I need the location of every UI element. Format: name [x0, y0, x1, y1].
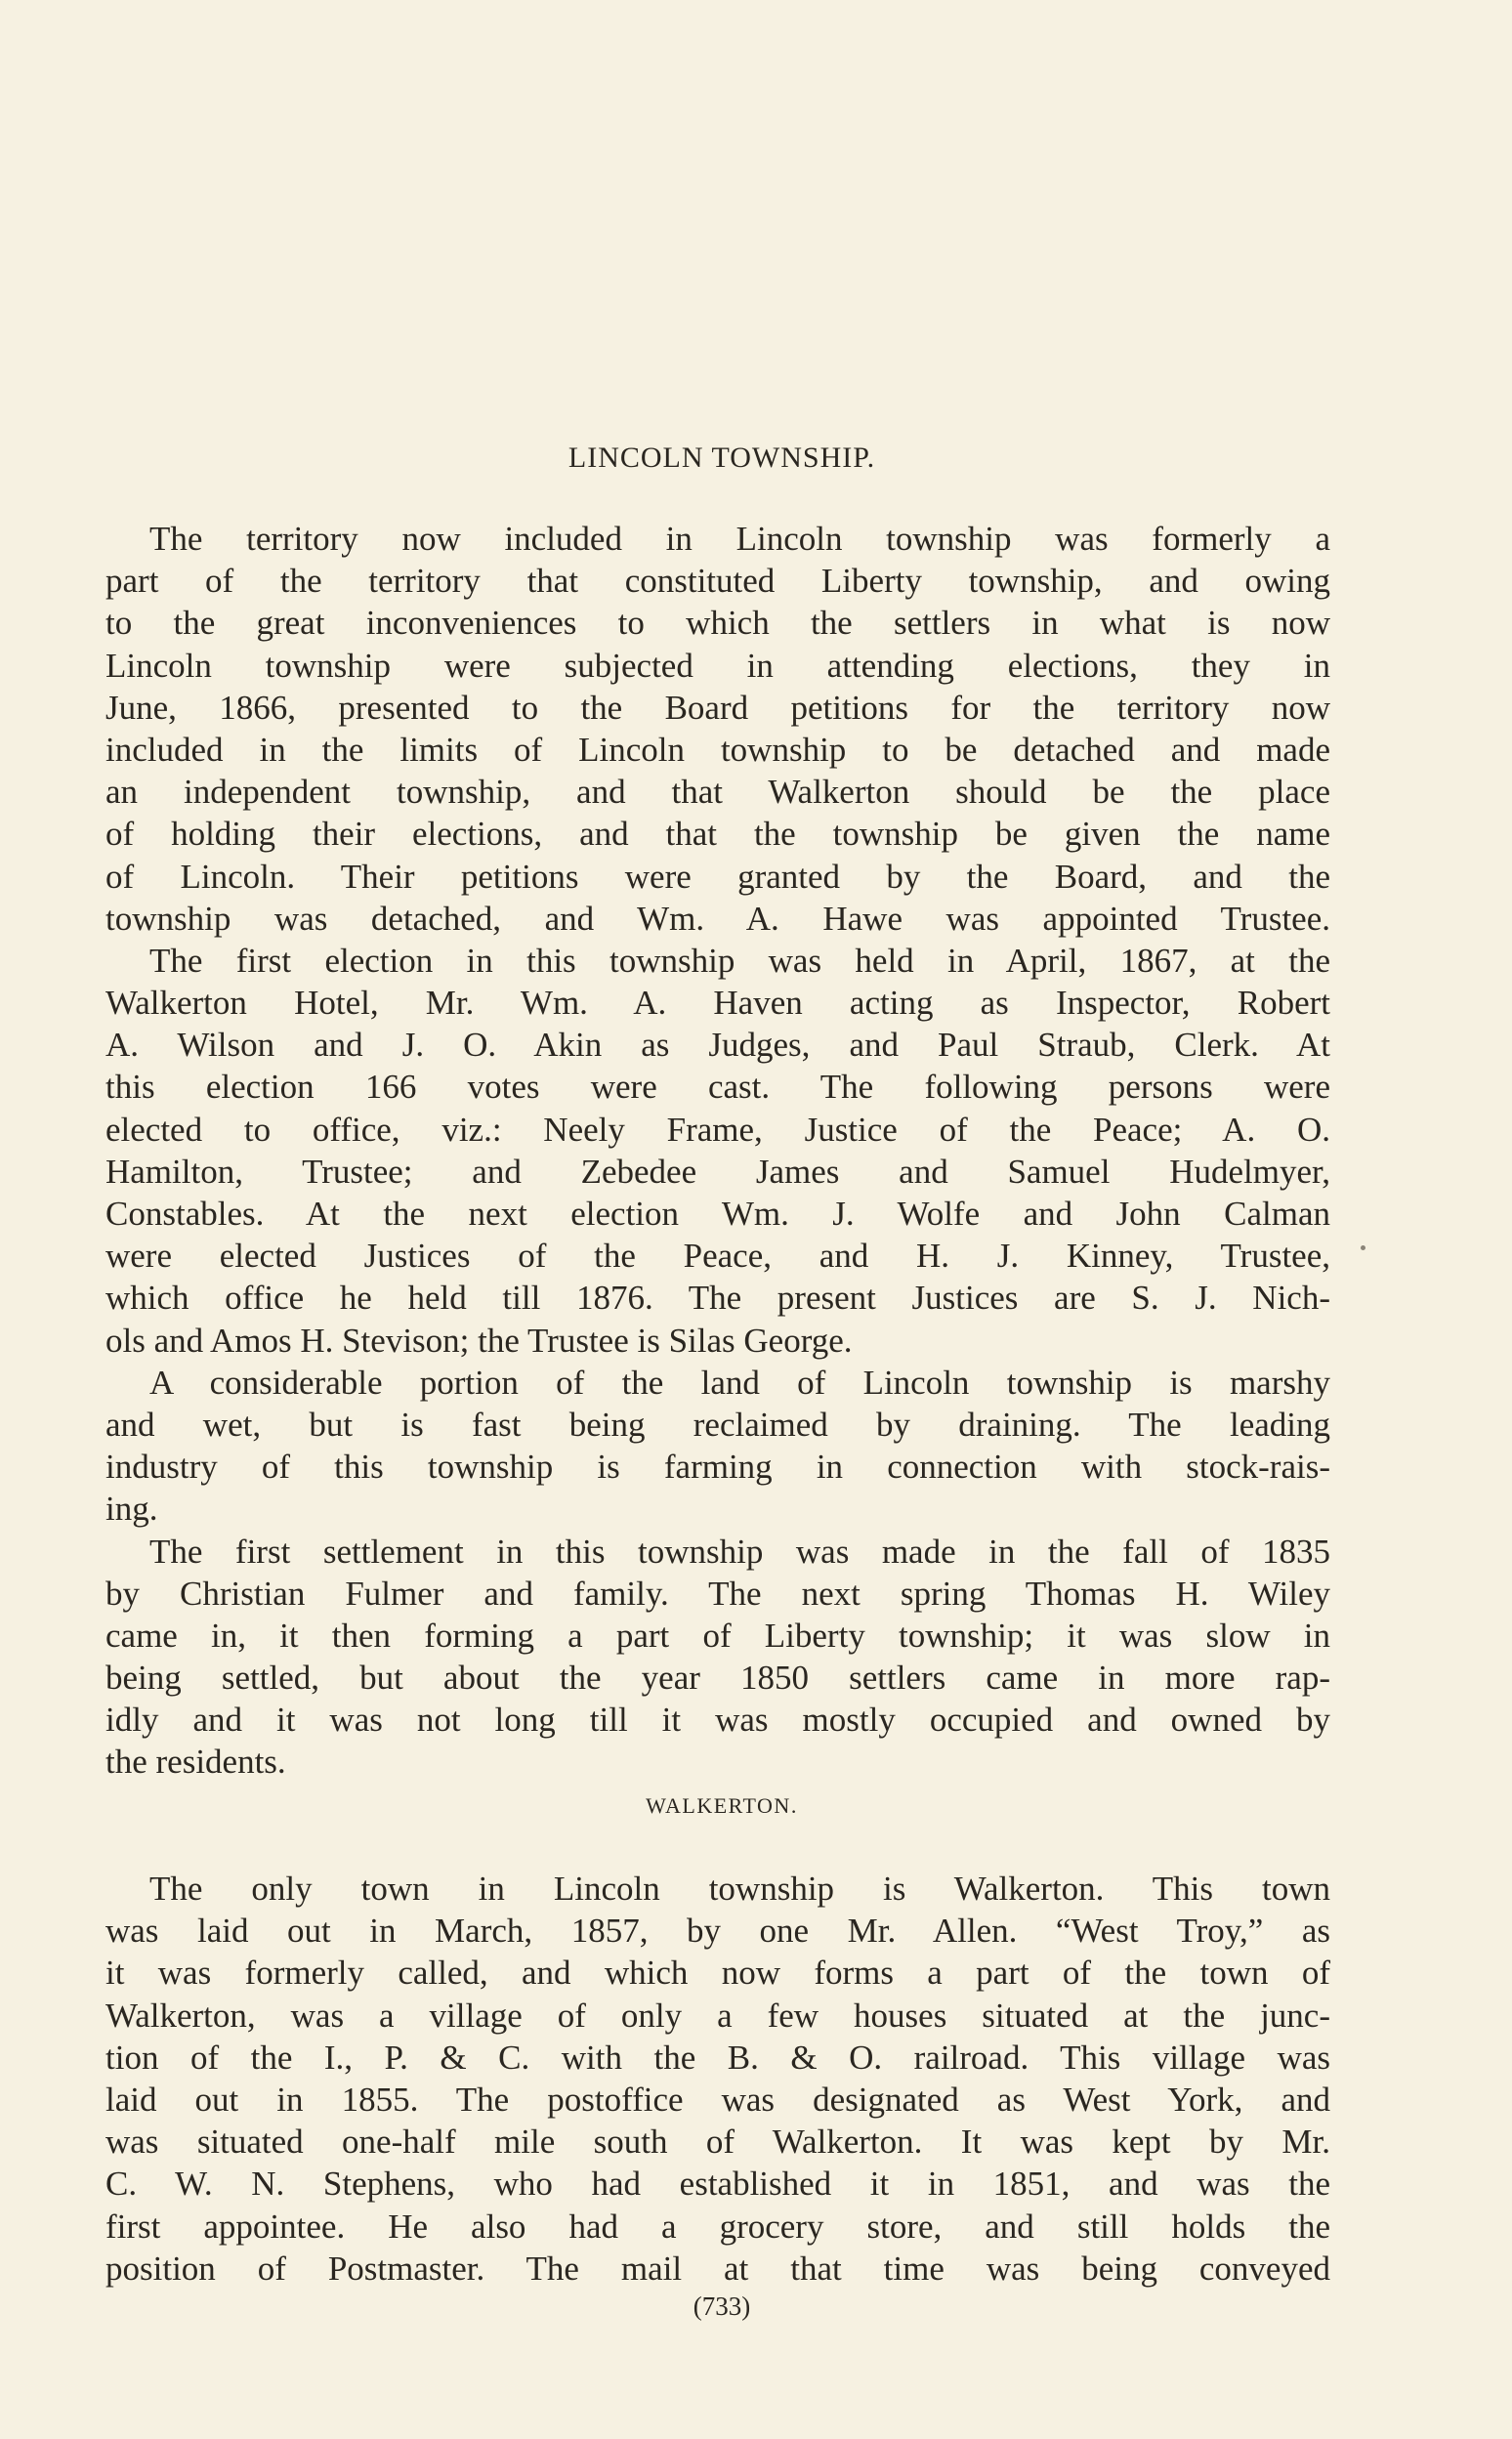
text-line: idly and it was not long till it was mostly occupied and owned by — [105, 1701, 1330, 1740]
text-line: The first election in this township was held in April, 1867, at the — [149, 941, 1330, 980]
text-line: the residents. — [105, 1743, 286, 1782]
text-line: The territory now included in Lincoln township was formerly a — [149, 520, 1330, 558]
text-line: this election 166 votes were cast. The following persons were — [105, 1068, 1330, 1107]
paragraph-walkerton — [105, 1868, 1330, 2290]
paragraph-first-election — [105, 940, 1330, 1362]
text-line: The only town in Lincoln township is Walkerton. This town — [149, 1870, 1330, 1908]
page-title: LINCOLN TOWNSHIP. — [567, 442, 876, 474]
text-line: Walkerton, was a village of only a few houses situated at the junc- — [105, 1996, 1330, 2035]
page-number: (733) — [693, 2292, 751, 2321]
text-line: Constables. At the next election Wm. J. Wolfe and John Calman — [105, 1195, 1330, 1233]
text-line: were elected Justices of the Peace, and H. J. Kinney, Trustee, — [105, 1237, 1330, 1276]
text-line: included in the limits of Lincoln township to be detached and made — [105, 730, 1330, 769]
text-line: first appointee. He also had a grocery store, and still holds the — [105, 2207, 1330, 2246]
text-line: and wet, but is fast being reclaimed by draining. The leading — [105, 1405, 1330, 1444]
text-line: The first settlement in this township was made in the fall of 1835 — [149, 1532, 1330, 1571]
township-text — [105, 518, 1330, 1784]
text-line: A. Wilson and J. O. Akin as Judges, and Paul Straub, Clerk. At — [105, 1026, 1330, 1065]
text-line: which office he held till 1876. The present Justices are S. J. Nich- — [105, 1279, 1330, 1318]
paragraph-land — [105, 1362, 1330, 1531]
text-line: June, 1866, presented to the Board petitions for the territory now — [105, 688, 1330, 727]
text-line: ing. — [105, 1490, 158, 1529]
text-line: Walkerton Hotel, Mr. Wm. A. Haven acting as Inspector, Robert — [105, 984, 1330, 1023]
text-line: by Christian Fulmer and family. The next spring Thomas H. Wiley — [105, 1574, 1330, 1613]
text-line: was situated one-half mile south of Walkerton. It was kept by Mr. — [105, 2123, 1330, 2162]
text-line: Hamilton, Trustee; and Zebedee James and Samuel Hudelmyer, — [105, 1152, 1330, 1191]
text-line: C. W. N. Stephens, who had established it in 1851, and was the — [105, 2165, 1330, 2204]
text-line: ols and Amos H. Stevison; the Trustee is Silas George. — [105, 1321, 853, 1360]
text-line: Lincoln township were subjected in attending elections, they in — [105, 646, 1330, 685]
walkerton-text — [105, 1868, 1330, 2290]
text-line: township was detached, and Wm. A. Hawe was appointed Trustee. — [105, 899, 1330, 938]
paragraph-formation — [105, 518, 1330, 940]
text-line: was laid out in March, 1857, by one Mr. Allen. “West Troy,” as — [105, 1912, 1330, 1951]
text-line: it was formerly called, and which now forms a part of the town of — [105, 1954, 1330, 1993]
text-line: came in, it then forming a part of Liberty township; it was slow in — [105, 1616, 1330, 1655]
text-line: laid out in 1855. The postoffice was designated as West York, and — [105, 2080, 1330, 2119]
text-line: of Lincoln. Their petitions were granted by the Board, and the — [105, 857, 1330, 896]
paragraph-first-settlement — [105, 1531, 1330, 1784]
text-line: A considerable portion of the land of Lincoln township is marshy — [149, 1363, 1330, 1402]
text-line: tion of the I., P. & C. with the B. & O. railroad. This village was — [105, 2038, 1330, 2077]
text-line: industry of this township is farming in connection with stock-rais- — [105, 1448, 1330, 1487]
text-line: part of the territory that constituted Liberty township, and owing — [105, 562, 1330, 601]
text-line: of holding their elections, and that the township be given the name — [105, 815, 1330, 854]
ink-speck — [1361, 1245, 1365, 1250]
text-line: position of Postmaster. The mail at that time was being conveyed — [105, 2249, 1330, 2288]
text-line: to the great inconveniences to which the settlers in what is now — [105, 604, 1330, 643]
section-title: WALKERTON. — [646, 1793, 798, 1818]
text-line: an independent township, and that Walkerton should be the place — [105, 773, 1330, 812]
text-line: being settled, but about the year 1850 settlers came in more rap- — [105, 1659, 1330, 1698]
text-line: elected to office, viz.: Neely Frame, Justice of the Peace; A. O. — [105, 1110, 1330, 1149]
